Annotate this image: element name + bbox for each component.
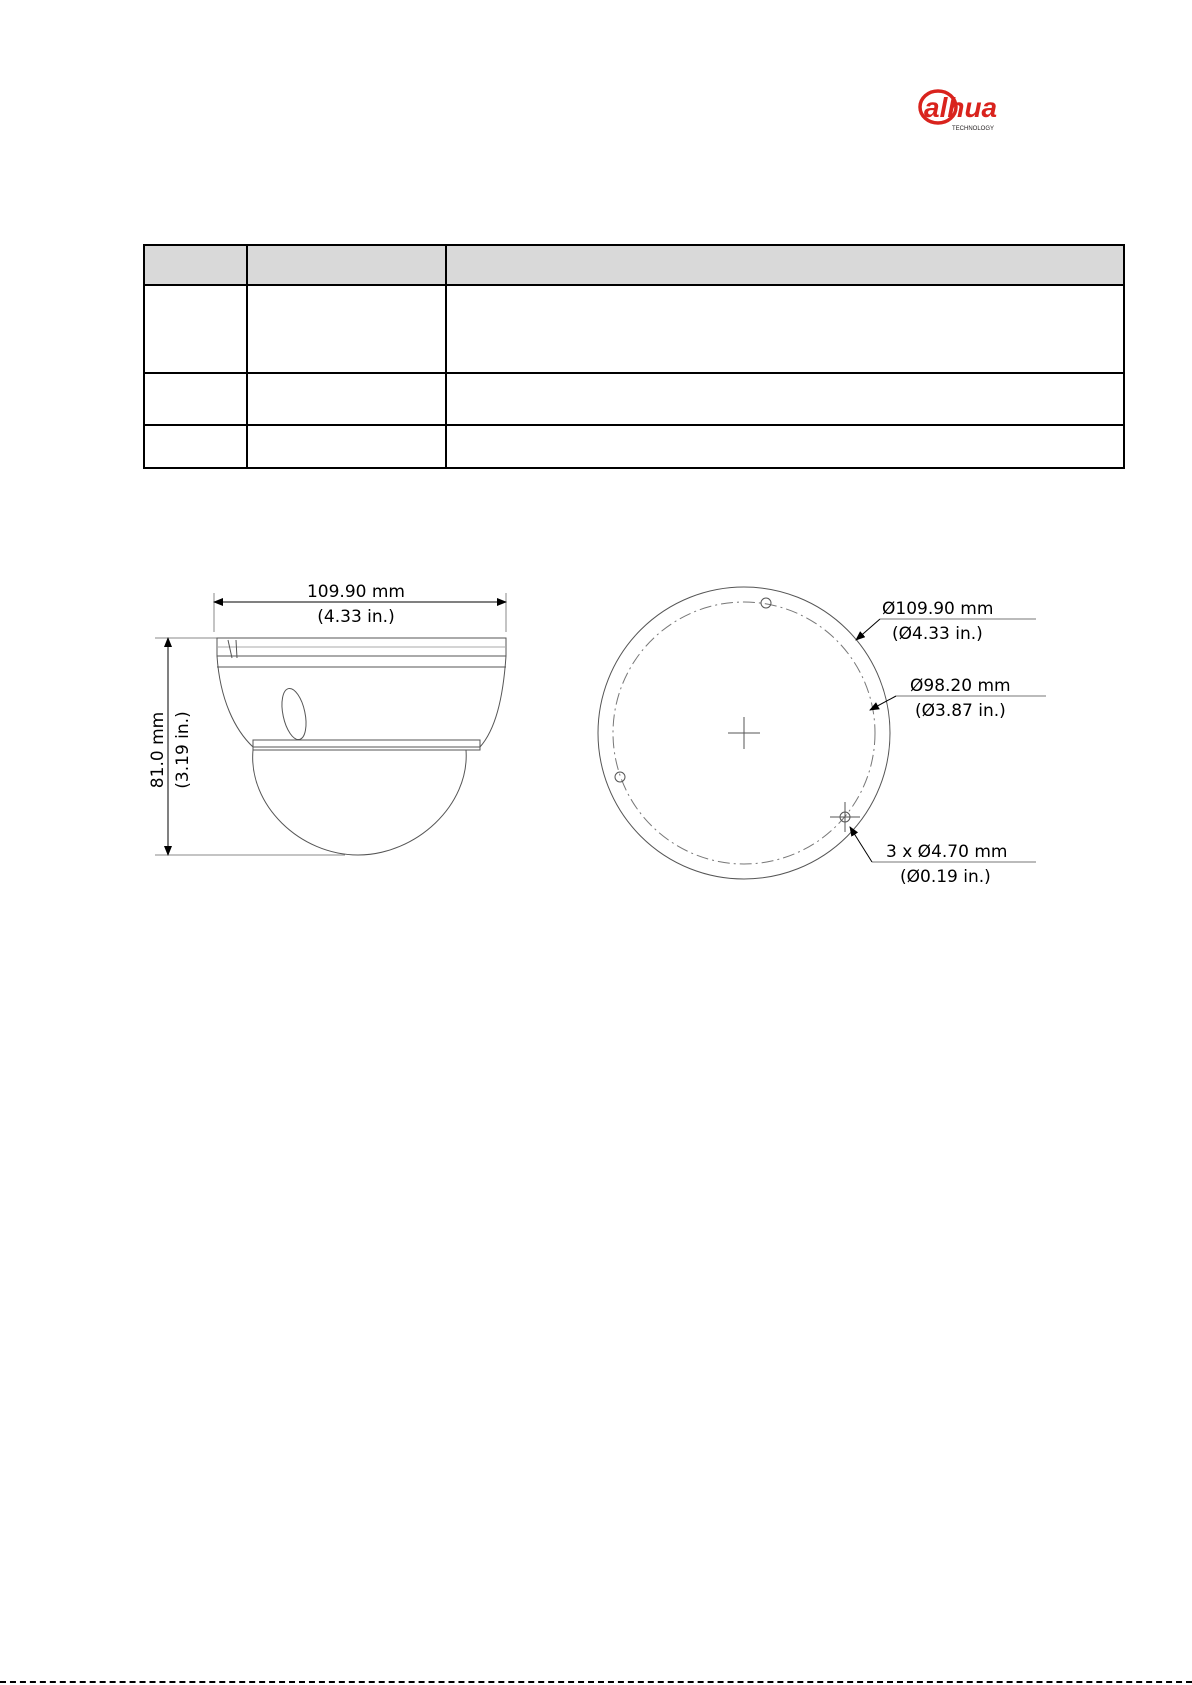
table-header-cell [446,245,1124,285]
width-label-inches: (4.33 in.) [317,607,395,627]
logo-subtext: TECHNOLOGY [952,126,995,132]
table-row [144,373,1124,425]
hole-label: 3 x Ø4.70 mm [886,842,1008,862]
camera-dome [253,750,467,855]
table-cell [247,373,446,425]
table-cell [144,425,247,468]
table-row [144,425,1124,468]
height-label: 81.0 mm [148,711,168,789]
width-label: 109.90 mm [306,582,406,602]
side-view-drawing [155,593,506,855]
mounting-hole [615,772,625,782]
table-row [144,285,1124,373]
side-opening [278,686,310,741]
table-header-cell [144,245,247,285]
camera-housing [217,656,506,747]
footer-rule [0,1681,1192,1683]
table-header-row [144,245,1124,285]
table-cell [247,285,446,373]
table-header-cell [247,245,446,285]
table-cell [446,373,1124,425]
table-cell [446,285,1124,373]
table-cell [144,285,247,373]
camera-top-ring [217,638,506,656]
table-cell [144,373,247,425]
inner-diameter-label: Ø98.20 mm [910,676,1011,696]
hole-label-inches: (Ø0.19 in.) [900,867,991,887]
mounting-hole [761,598,771,608]
dahua-logo [918,88,1038,134]
outer-diameter-label-inches: (Ø4.33 in.) [892,624,983,644]
outer-circle [598,587,890,879]
spec-table [143,244,1125,469]
height-label-inches: (3.19 in.) [173,711,193,789]
table-cell [446,425,1124,468]
inner-diameter-label-inches: (Ø3.87 in.) [915,701,1006,721]
mounting-hole [840,812,850,822]
logo-wordmark-a: alhua [924,92,998,123]
inner-circle [613,602,875,864]
outer-diameter-label: Ø109.90 mm [882,599,994,619]
top-view-drawing [598,587,1046,879]
table-cell [247,425,446,468]
